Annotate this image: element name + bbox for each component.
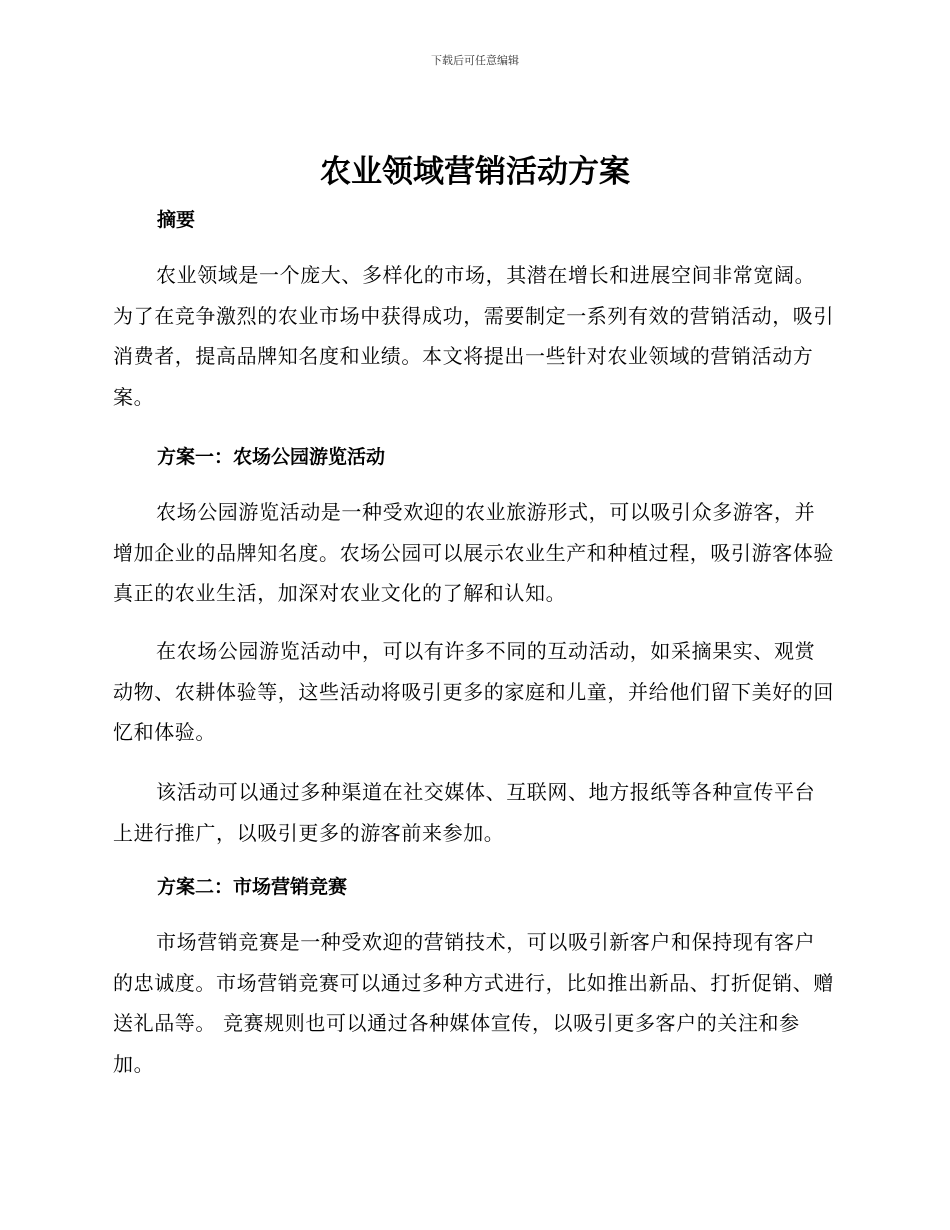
paragraph-abstract: 农业领域是一个庞大、多样化的市场，其潜在增长和进展空间非常宽阔。为了在竞争激烈的农业市场中获得成功，需要制定一系列有效的营销活动，吸引消费者，提高品牌知名度和业绩。本文将提出一些针对农业领域的营销活动方案。 [113, 263, 834, 409]
paragraph-plan-one-2: 在农场公园游览活动中，可以有许多不同的互动活动，如采摘果实、观赏动物、农耕体验等，这些活动将吸引更多的家庭和儿童，并给他们留下美好的回忆和体验。 [113, 639, 834, 744]
paragraph-plan-one-3: 该活动可以通过多种渠道在社交媒体、互联网、地方报纸等各种宣传平台上进行推广，以吸引更多的游客前来参加。 [113, 780, 816, 845]
section-heading-plan-one: 方案一：农场公园游览活动 [157, 446, 386, 468]
paragraph-plan-one-1: 农场公园游览活动是一种受欢迎的农业旅游形式，可以吸引众多游客，并增加企业的品牌知名度。农场公园可以展示农业生产和种植过程，吸引游客体验真正的农业生活，加深对农业文化的了解和认知。 [113, 500, 834, 605]
header-note: 下载后可任意编辑 [431, 54, 519, 67]
section-heading-abstract: 摘要 [157, 209, 196, 231]
section-heading-plan-two: 方案二：市场营销竞赛 [157, 876, 348, 898]
paragraph-plan-two-1: 市场营销竞赛是一种受欢迎的营销技术，可以吸引新客户和保持现有客户的忠诚度。市场营销竞赛可以通过多种方式进行，比如推出新品、打折促销、赠送礼品等。 竞赛规则也可以通过各种媒体宣传，以吸引更多客户的关注和参加。 [113, 930, 834, 1076]
document-title: 农业领域营销活动方案 [320, 154, 630, 190]
